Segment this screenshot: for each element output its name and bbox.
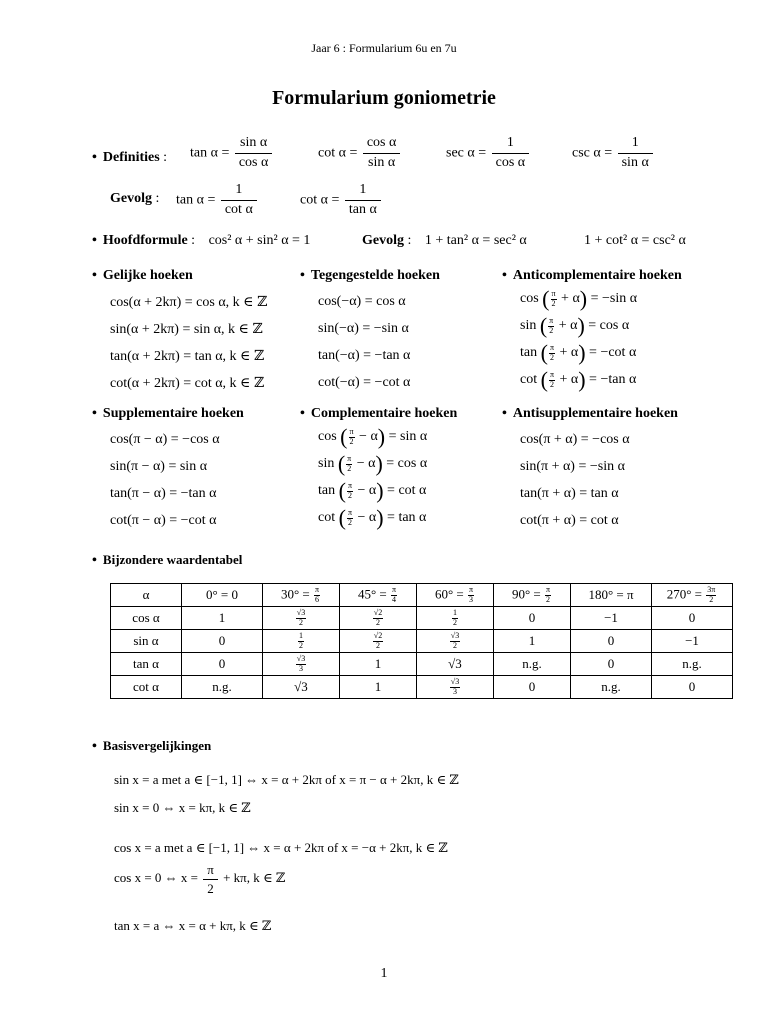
page-header: Jaar 6 : Formularium 6u en 7u — [311, 41, 457, 55]
table-cell: $\frac{√3}{2}$ — [263, 607, 340, 630]
table-cell: 90° = $\frac{\pi}{2}$ — [494, 584, 571, 607]
table-cell: tan α — [111, 653, 182, 676]
table-cell: 45° = $\frac{\pi}{4}$ — [340, 584, 417, 607]
table-cell: 0 — [571, 653, 652, 676]
basis-sin0: sin x = 0 ⇔ x = kπ, k ∈ ℤ — [114, 800, 251, 815]
table-row — [111, 653, 733, 676]
hoofdformule-gevolg-b: 1 + cot² α = csc² α — [584, 233, 686, 248]
identity-line: cot(π − α) = −cot α — [110, 513, 217, 528]
table-cell: 0 — [652, 607, 733, 630]
table-cell: α — [111, 584, 182, 607]
table-cell: 0 — [494, 676, 571, 699]
identity-line: cos(π − α) = −cos α — [110, 432, 220, 447]
identity-line: cot(−α) = −cot α — [318, 375, 411, 390]
identity-line: sin ( $\frac{\pi}{2}$ − α) = cos α — [318, 451, 428, 476]
identity-line: cot ( $\frac{\pi}{2}$ + α) = −tan α — [520, 367, 637, 392]
bullet: • — [92, 150, 97, 165]
identity-line: sin(−α) = −sin α — [318, 321, 409, 336]
basis-cos: cos x = a met a ∈ [−1, 1] ⇔ x = α + 2kπ of x = −α + 2kπ, k ∈ ℤ — [114, 840, 448, 855]
table-cell: n.g. — [571, 676, 652, 699]
identity-line: tan(π − α) = −tan α — [110, 486, 217, 501]
identity-line: sin(π − α) = sin α — [110, 459, 208, 474]
identity-line: tan(π + α) = tan α — [520, 486, 619, 501]
identity-line: sin ( $\frac{\pi}{2}$ + α) = cos α — [520, 313, 630, 338]
identity-line: tan ( $\frac{\pi}{2}$ − α) = cot α — [318, 478, 427, 503]
table-cell: 60° = $\frac{\pi}{3}$ — [417, 584, 494, 607]
def-tan: tan α = $\frac{\text{sin α}}{\text{cos α}}$ — [190, 135, 274, 172]
identity-line: cot ( $\frac{\pi}{2}$ − α) = tan α — [318, 505, 427, 530]
table-cell: $\frac{√3}{3}$ — [417, 676, 494, 699]
table-cell: 270° = $\frac{3\pi}{2}$ — [652, 584, 733, 607]
table-cell: 0 — [571, 630, 652, 653]
gevolg-cot: cot α = $\frac{1}{\text{tan α}}$ — [300, 182, 383, 219]
table-cell: −1 — [652, 630, 733, 653]
basis-tan: tan x = a ⇔ x = α + kπ, k ∈ ℤ — [114, 918, 272, 933]
group-title: • Supplementaire hoeken — [92, 406, 244, 421]
identity-line: cos(π + α) = −cos α — [520, 432, 630, 447]
identity-line: tan ( $\frac{\pi}{2}$ + α) = −cot α — [520, 340, 637, 365]
basis-title: • Basisvergelijkingen — [92, 738, 212, 754]
table-cell: cos α — [111, 607, 182, 630]
group-title: • Anticomplementaire hoeken — [502, 268, 682, 283]
table-cell: 30° = $\frac{\pi}{6}$ — [263, 584, 340, 607]
identity-line: cos ( $\frac{\pi}{2}$ − α) = sin α — [318, 424, 428, 449]
table-cell: −1 — [571, 607, 652, 630]
table-cell: √3 — [263, 676, 340, 699]
table-cell: 180° = π — [571, 584, 652, 607]
identity-line: cot(α + 2kπ) = cot α, k ∈ ℤ — [110, 376, 265, 391]
table-cell: sin α — [111, 630, 182, 653]
identity-line: tan(−α) = −tan α — [318, 348, 411, 363]
group-title: • Complementaire hoeken — [300, 406, 458, 421]
table-cell: 0 — [182, 630, 263, 653]
table-row — [111, 630, 733, 653]
table-row — [111, 676, 733, 699]
table-cell: 1 — [340, 676, 417, 699]
definities-label: • Definities : — [92, 150, 168, 165]
table-cell: $\frac{√2}{2}$ — [340, 607, 417, 630]
table-cell: $\frac{1}{2}$ — [263, 630, 340, 653]
hoofdformule-gevolg: Gevolg : 1 + tan² α = sec² α — [362, 233, 527, 248]
table-cell: n.g. — [182, 676, 263, 699]
group-title: • Tegengestelde hoeken — [300, 268, 440, 283]
identity-line: sin(π + α) = −sin α — [520, 459, 625, 474]
table-cell: $\frac{√2}{2}$ — [340, 630, 417, 653]
identity-line: cos ( $\frac{\pi}{2}$ + α) = −sin α — [520, 286, 638, 311]
table-header-row — [111, 584, 733, 607]
table-cell: $\frac{√3}{3}$ — [263, 653, 340, 676]
table-cell: 1 — [182, 607, 263, 630]
table-cell: 1 — [494, 630, 571, 653]
identity-line: sin(α + 2kπ) = sin α, k ∈ ℤ — [110, 322, 263, 337]
table-cell: cot α — [111, 676, 182, 699]
hoofdformule-line: • Hoofdformule : cos² α + sin² α = 1 — [92, 233, 311, 248]
group-title: • Antisupplementaire hoeken — [502, 406, 678, 421]
basis-cos0: cos x = 0 ⇔ x = $\frac{\pi}{2}$ + kπ, k ∈ ℤ — [114, 862, 286, 896]
def-csc: csc α = $\frac{1}{\text{sin α}}$ — [572, 135, 655, 172]
gevolg-tan: tan α = $\frac{1}{\text{cot α}}$ — [176, 182, 259, 219]
table-cell: $\frac{1}{2}$ — [417, 607, 494, 630]
table-cell: 1 — [340, 653, 417, 676]
def-sec: sec α = $\frac{1}{\text{cos α}}$ — [446, 135, 531, 172]
table-cell: 0 — [652, 676, 733, 699]
table-cell: n.g. — [652, 653, 733, 676]
table-cell: 0 — [182, 653, 263, 676]
table-cell: 0 — [494, 607, 571, 630]
group-title: • Gelijke hoeken — [92, 268, 193, 283]
table-cell: n.g. — [494, 653, 571, 676]
identity-line: cot(π + α) = cot α — [520, 513, 619, 528]
def-cot: cot α = $\frac{\text{cos α}}{\text{sin α}}$ — [318, 135, 402, 172]
identity-line: cos(−α) = cos α — [318, 294, 406, 309]
table-cell: √3 — [417, 653, 494, 676]
page-title: Formularium goniometrie — [272, 87, 496, 109]
table-title: • Bijzondere waardentabel — [92, 552, 243, 568]
identity-line: tan(α + 2kπ) = tan α, k ∈ ℤ — [110, 349, 265, 364]
table-cell: 0° = 0 — [182, 584, 263, 607]
identity-line: cos(α + 2kπ) = cos α, k ∈ ℤ — [110, 295, 268, 310]
page-number: 1 — [380, 966, 388, 981]
values-table — [110, 583, 733, 699]
table-row — [111, 607, 733, 630]
gevolg-label: Gevolg : — [110, 191, 160, 206]
basis-sin: sin x = a met a ∈ [−1, 1] ⇔ x = α + 2kπ of x = π − α + 2kπ, k ∈ ℤ — [114, 772, 459, 787]
table-cell: $\frac{√3}{2}$ — [417, 630, 494, 653]
